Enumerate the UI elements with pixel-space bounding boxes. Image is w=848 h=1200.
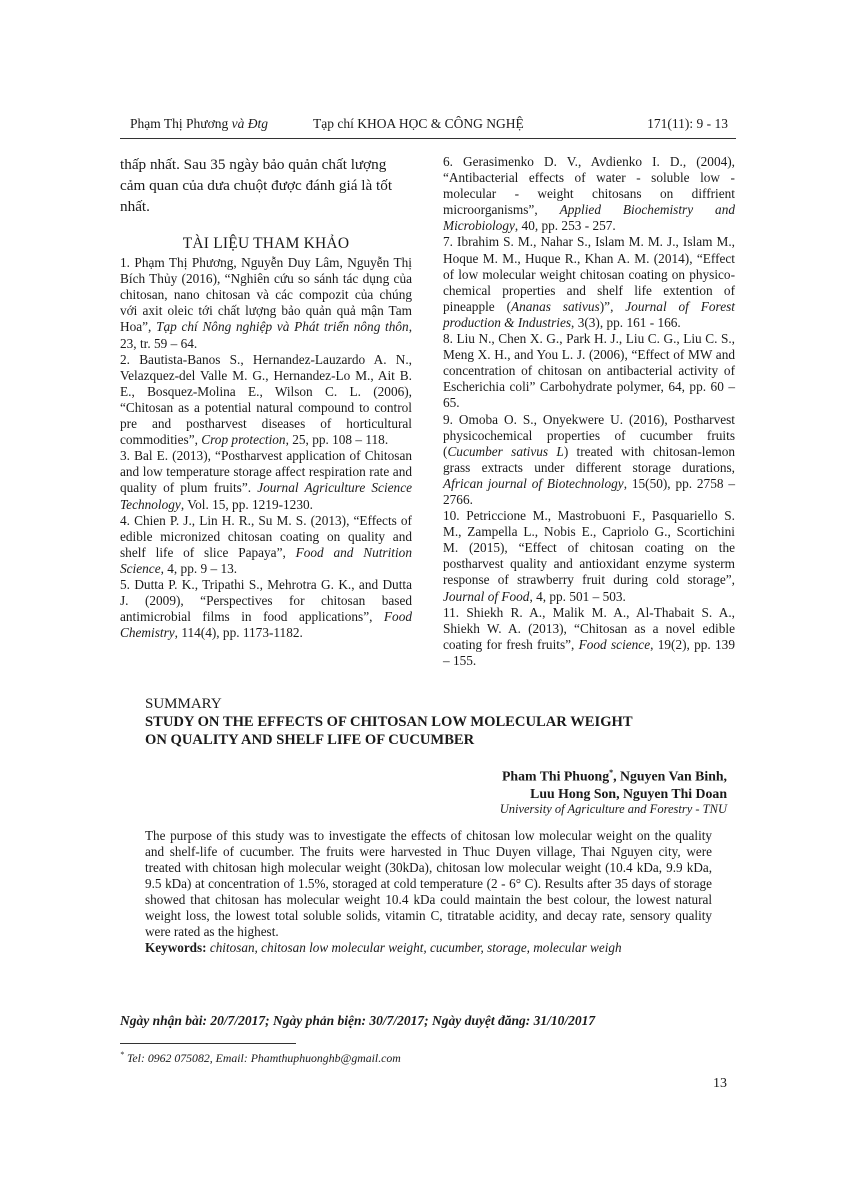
references-heading: TÀI LIỆU THAM KHẢO: [182, 235, 350, 252]
page-number: 13: [713, 1076, 727, 1091]
abstract-text: The purpose of this study was to investigate the effects of chitosan low molecular weight on the quality and shelf-life of cucumber. The fruits were harvested in Thuc Duyen village, Thai Nguyen city, were treated with chitosan high molecular weight (30kDa), chitosan low molecular weight (10.4 kDa, 9.9 kDa, 9.5 kDa) at concentration of 1.5%, storaged at cold temperature (2 - 6° C). Results after 35 days of storage showed that chitosan has molecular weight 10.4 kDa could maintain the best colour, the lowest natural weight loss, the lowest total soluble solids, vitamin C, titratable acidity, and decay rate, sensory quality were rated as the highest.: [145, 828, 712, 939]
footnote: * Tel: 0962 075082, Email: Phamthuphuonghb@gmail.com: [120, 1050, 401, 1065]
authors-line2: Luu Hong Son, Nguyen Thi Doan: [530, 785, 727, 801]
header-journal: Tạp chí KHOA HỌC & CÔNG NGHỆ: [313, 116, 524, 131]
summary-label: SUMMARY: [145, 696, 222, 712]
footnote-rule: [120, 1043, 296, 1044]
reference-item: 3. Bal E. (2013), “Postharvest application of Chitosan and low temperature storage affect respiration rate and quality of plum fruits”. Journal Agriculture Science Technology, Vol. 15, pp. 1219-1230.: [120, 448, 412, 512]
conclusion-tail: thấp nhất. Sau 35 ngày bảo quản chất lượng cảm quan của dưa chuột được đánh giá là tốt nhất.: [120, 156, 393, 215]
affiliation: University of Agriculture and Forestry - TNU: [499, 801, 727, 816]
reference-item: 8. Liu N., Chen X. G., Park H. J., Liu C. G., Liu C. S., Meng X. H., and You L. J. (2006), “Effect of MW and concentration of chitosan on antibacterial activity of Escherichia coli” Carbohydrate polymer, 64, pp. 60 – 65.: [443, 331, 735, 411]
keywords-text: chitosan, chitosan low molecular weight, cucumber, storage, molecular weigh: [206, 940, 622, 955]
summary-title-line2: ON QUALITY AND SHELF LIFE OF CUCUMBER: [145, 732, 475, 748]
reference-item: 6. Gerasimenko D. V., Avdienko I. D., (2004), “Antibacterial effects of water - soluble low - molecular - weight chitosans on diffrient microorganisms”, Applied Biochemistry and Microbiology, 40, pp. 253 - 257.: [443, 154, 735, 234]
right-column: [443, 154, 735, 669]
summary-title-line1: STUDY ON THE EFFECTS OF CHITOSAN LOW MOLECULAR WEIGHT: [145, 714, 633, 730]
summary-block: [145, 695, 725, 749]
left-column: [120, 154, 412, 641]
keywords: [145, 940, 712, 956]
header-authors: Phạm Thị Phương và Đtg: [130, 116, 268, 131]
reference-list-right: [443, 154, 735, 669]
running-header: [130, 116, 728, 136]
header-issue: 171(11): 9 - 13: [647, 116, 728, 131]
reference-item: 10. Petriccione M., Mastrobuoni F., Pasquariello S. M., Zampella L., Nobis E., Capriolo G., Scortichini M. (2015), “Effect of chitosan coating on the postharvest quality and antioxidant enzyme systerm response of strawberry fruit during cold storage”, Journal of Food, 4, pp. 501 – 503.: [443, 508, 735, 604]
reference-item: 7. Ibrahim S. M., Nahar S., Islam M. M. J., Islam M., Hoque M. M., Huque R., Khan A. M. (2014), “Effect of low molecular weight chitosan coating on physico-chemical properties and shelf life extention of pineapple (Ananas sativus)”, Journal of Forest production & Industries, 3(3), pp. 161 - 166.: [443, 234, 735, 330]
header-rule: [120, 138, 736, 139]
reference-item: 5. Dutta P. K., Tripathi S., Mehrotra G. K., and Dutta J. (2009), “Perspectives for chitosan based antimicrobial films in food applications”, Food Chemistry, 114(4), pp. 1173-1182.: [120, 576, 412, 641]
authors-line1: Pham Thi Phuong*, Nguyen Van Binh,: [502, 768, 727, 784]
reference-item: 11. Shiekh R. A., Malik M. A., Al-Thabait S. A., Shiekh W. A. (2013), “Chitosan as a novel edible coating for fresh fruits”, Food science, 19(2), pp. 139 – 155.: [443, 604, 735, 668]
abstract: [145, 828, 712, 956]
reference-item: 9. Omoba O. S., Onyekwere U. (2016), Postharvest physicochemical properties of cucumber fruits (Cucumber sativus L) treated with chitosan-lemon grass extracts under different storage durations, African journal of Biotechnology, 15(50), pp. 2758 – 2766.: [443, 411, 735, 507]
keywords-label: Keywords:: [145, 940, 207, 955]
english-authors: [500, 764, 727, 817]
reference-item: 2. Bautista-Banos S., Hernandez-Lauzardo A. N., Velazquez-del Valle M. G., Hernandez-Lo M., Ait B. E., Bosquez-Molina E., Wilson C. L. (2006), “Chitosan as a potential natural compound to control pre and postharvest diseases of horticultural commodities”, Crop protection, 25, pp. 108 – 118.: [120, 351, 412, 448]
reference-list-left: [120, 255, 412, 641]
submission-dates: Ngày nhận bài: 20/7/2017; Ngày phản biện: 30/7/2017; Ngày duyệt đăng: 31/10/2017: [120, 1013, 596, 1028]
reference-item: 1. Phạm Thị Phương, Nguyễn Duy Lâm, Nguyễn Thị Bích Thủy (2016), “Nghiên cứu so sánh tác dụng của chitosan, nano chitosan và các compozit của chúng với axit oleic tới chất lượng bảo quản quả mận Tam Hoa”, Tạp chí Nông nghiệp và Phát triển nông thôn, 23, tr. 59 – 64.: [120, 255, 413, 351]
reference-item: 4. Chien P. J., Lin H. R., Su M. S. (2013), “Effects of edible micronized chitosan coating on quality and shelf life of slice Papaya”, Food and Nutrition Science, 4, pp. 9 – 13.: [120, 512, 412, 576]
